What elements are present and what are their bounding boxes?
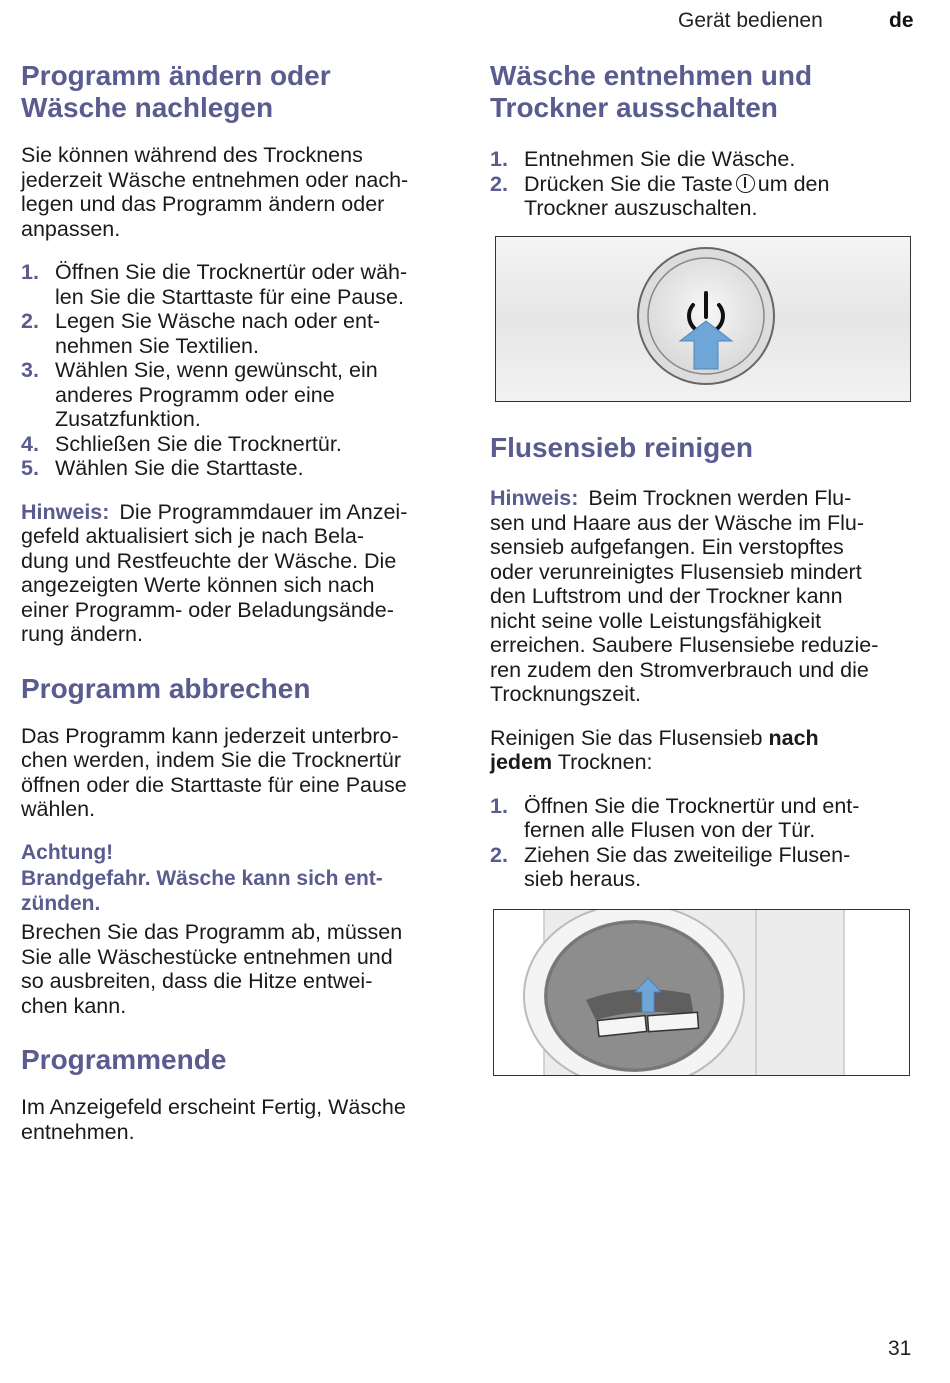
text-line: gefeld aktualisiert sich je nach Bela- [21, 524, 364, 548]
text-line: Drücken Sie die Taste [524, 171, 733, 196]
text-line: Beim Trocknen werden Flu- [588, 486, 852, 510]
text-line: Wählen Sie, wenn gewünscht, ein [55, 358, 378, 382]
header-section-title: Gerät bedienen [678, 9, 823, 32]
text-line: Sie können während des Trocknens [21, 143, 363, 167]
emphasis: nach [768, 725, 819, 750]
text-line: Trocknungszeit. [490, 682, 641, 706]
step-number: 1. [21, 260, 39, 284]
steps-list [490, 794, 915, 892]
header-language: de [889, 9, 914, 32]
steps-list [21, 260, 451, 481]
text-line: Schließen Sie die Trocknertür. [55, 431, 342, 456]
lint-filter-figure [493, 909, 910, 1076]
title-line: Programm ändern oder [21, 60, 331, 91]
text-line: sen und Haare aus der Wäsche im Flu- [490, 510, 865, 535]
list-item [21, 260, 451, 309]
warning-body [21, 920, 451, 1018]
text-line: oder verunreinigtes Flusensieb mindert [490, 559, 862, 584]
steps-list [490, 147, 915, 221]
clean-instruction [490, 726, 915, 775]
step-number: 2. [490, 842, 508, 867]
hint-paragraph [490, 486, 915, 707]
text-line: Öffnen Sie die Trocknertür und ent- [524, 793, 860, 818]
step-number: 1. [490, 793, 508, 818]
text-line: dung und Restfeuchte der Wäsche. Die [21, 548, 397, 573]
emphasis: jedem [490, 750, 553, 774]
warning-title: Achtung! [21, 840, 114, 864]
text-line: angezeigten Werte können sich nach [21, 573, 375, 597]
title-line: Wäsche nachlegen [21, 92, 274, 123]
step-number: 4. [21, 431, 39, 456]
step-number: 2. [490, 171, 508, 196]
text-line: nehmen Sie Textilien. [55, 333, 259, 358]
text-line: chen werden, indem Sie die Trocknertür [21, 748, 402, 772]
lint-filter-illustration [494, 910, 909, 1075]
text-line: einer Programm- oder Beladungsände- [21, 597, 394, 622]
power-icon [736, 174, 755, 193]
text-line: sensieb aufgefangen. Ein verstopftes [490, 535, 844, 559]
text-line: Entnehmen Sie die Wäsche. [524, 147, 796, 171]
warning-text [21, 867, 451, 916]
text-line: den Luftstrom und der Trockner kann [490, 584, 843, 608]
text-line: Brandgefahr. Wäsche kann sich ent- [21, 867, 383, 890]
text-line: so ausbreiten, dass die Hitze entwei- [21, 969, 373, 993]
hint-paragraph [21, 500, 451, 647]
step-number: 2. [21, 309, 39, 333]
text-line: ren zudem den Stromverbrauch und die [490, 657, 869, 682]
list-item [21, 456, 451, 481]
right-column [490, 60, 915, 221]
step-number: 3. [21, 358, 39, 382]
text-line: Reinigen Sie das Flusensieb [490, 725, 763, 750]
section-title-program-end: Programmende [21, 1044, 227, 1075]
title-line: Wäsche entnehmen und [490, 60, 813, 91]
text-line: anpassen. [21, 216, 121, 241]
text-line: Trocknen: [557, 750, 653, 774]
text-line: um den [757, 171, 830, 196]
list-item [21, 309, 451, 358]
power-button-illustration [496, 237, 910, 401]
list-item [21, 358, 451, 432]
text-line: entnehmen. [21, 1119, 135, 1144]
text-line: Das Programm kann jederzeit unterbro- [21, 723, 399, 748]
list-item [490, 794, 915, 843]
text-line: legen und das Programm ändern oder [21, 192, 385, 216]
list-item [490, 147, 915, 172]
list-item [490, 843, 915, 892]
text-line: Zusatzfunktion. [55, 407, 201, 431]
section-title-change-program [21, 60, 451, 124]
program-end-paragraph [21, 1095, 451, 1144]
step-number: 5. [21, 456, 39, 480]
left-column [21, 60, 451, 1144]
hint-label: Hinweis: [490, 486, 579, 510]
intro-paragraph [21, 143, 451, 241]
text-line: Die Programmdauer im Anzei- [119, 499, 408, 524]
page-number: 31 [888, 1337, 912, 1360]
text-line: nicht seine volle Leistungsfähigkeit [490, 608, 822, 633]
hint-label: Hinweis: [21, 499, 110, 524]
text-line: jederzeit Wäsche entnehmen oder nach- [21, 167, 409, 192]
text-line: erreichen. Saubere Flusensiebe reduzie- [490, 633, 879, 657]
text-line: len Sie die Starttaste für eine Pause. [55, 284, 404, 309]
text-line: öffnen oder die Starttaste für eine Pause [21, 772, 407, 797]
title-line: Trockner ausschalten [490, 92, 778, 123]
text-line: fernen alle Flusen von der Tür. [524, 818, 816, 842]
text-line: Im Anzeigefeld erscheint Fertig, Wäsche [21, 1095, 406, 1119]
list-item [490, 172, 915, 221]
right-column-lower [490, 432, 915, 892]
section-title-clean-filter: Flusensieb reinigen [490, 432, 753, 463]
text-line: Ziehen Sie das zweiteilige Flusen- [524, 842, 851, 867]
step-number: 1. [490, 147, 508, 171]
text-line: Legen Sie Wäsche nach oder ent- [55, 309, 381, 333]
power-button-figure [495, 236, 911, 402]
section-title-cancel-program: Programm abbrechen [21, 672, 311, 704]
text-line: zünden. [21, 891, 101, 915]
list-item [21, 432, 451, 457]
text-line: Sie alle Wäschestücke entnehmen und [21, 944, 393, 969]
text-line: Brechen Sie das Programm ab, müssen [21, 920, 403, 944]
cancel-paragraph [21, 724, 451, 822]
text-line: anderes Programm oder eine [55, 382, 335, 407]
text-line: wählen. [21, 797, 96, 821]
text-line: Trockner auszuschalten. [524, 196, 758, 220]
text-line: Öffnen Sie die Trocknertür oder wäh- [55, 260, 408, 284]
text-line: rung ändern. [21, 622, 143, 646]
section-title-remove-laundry [490, 60, 915, 124]
text-line: sieb heraus. [524, 867, 642, 891]
text-line: chen kann. [21, 993, 127, 1018]
text-line: Wählen Sie die Starttaste. [55, 456, 304, 480]
